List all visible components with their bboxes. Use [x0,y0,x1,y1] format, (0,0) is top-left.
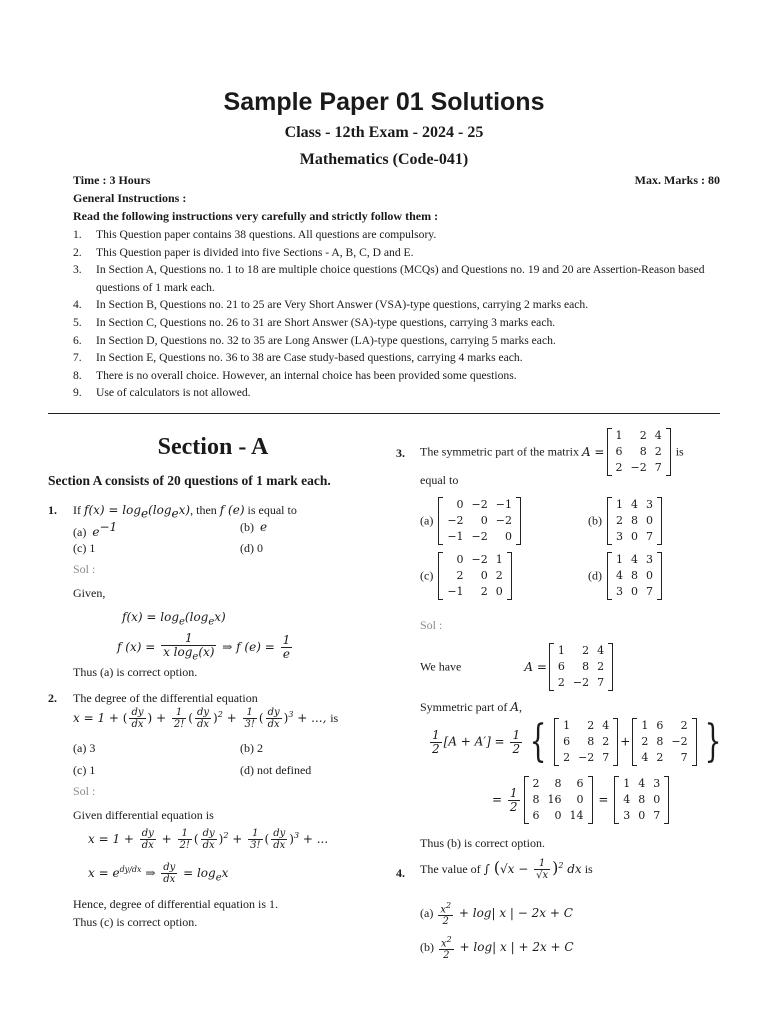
question-number: 3. [396,446,405,460]
q2-equation-1: x = 1 + $\frac{dy}{dx}$ + $\frac{1}{2!}$ ( $\frac{dy}{dx}$ )$^2$ + $\frac{1}{3!}$ ( $\frac{dy}{dx}$ )$^3$ + ... [88,828,329,851]
q1-sol-label: Sol : [73,562,96,576]
q1-given: Given, [73,586,106,600]
read-instructions-line: Read the following instructions very carefully and strictly follow them : [73,209,439,223]
instruction-item: 4. In Section B, Questions no. 21 to 25 are Very Short Answer (VSA)-type questions, carrying 2 marks each. [73,298,589,312]
instruction-item: 9. Use of calculators is not allowed. [73,386,251,400]
instruction-item: 2. This Question paper is divided into five Sections - A, B, C, D and E. [73,245,414,259]
q2-option-b: (b) 2 [240,741,263,755]
max-marks-label: Max. Marks : 80 [634,173,720,187]
instruction-item: 6. In Section D, Questions no. 32 to 35 are Long Answer (LA)-type questions, carrying 5 marks each. [73,333,556,347]
instruction-item: 5. In Section C, Questions no. 26 to 31 are Short Answer (SA)-type questions, carrying 3 marks each. [73,315,556,329]
page-title: Sample Paper 01 Solutions [223,88,545,116]
class-line: Class - 12th Exam - 2024 - 25 [284,124,484,141]
q4-option-b: (b) $\frac{x^2}{2}$ + log| x | + 2x + C [420,935,574,962]
q2-conclusion: Thus (c) is correct option. [73,915,198,929]
general-instructions-heading: General Instructions : [73,191,187,205]
meta-row [73,173,720,188]
time-label: Time : 3 Hours [73,173,151,187]
q4-stem: The value of ∫ (√x − $\frac{1}{√x}$ )$^2$ dx is [420,858,593,881]
q3-option-d: (d) 1 4 3 4 8 0 3 0 7 [588,552,664,600]
q2-option-c: (c) 1 [73,763,96,777]
subject-line: Mathematics (Code-041) [299,151,469,168]
q3-option-a: (a) 0 −2 −1 −2 0 −2 −1 −2 0 [420,497,523,545]
question-number: 4. [396,866,405,880]
q1-option-c: (c) 1 [73,541,96,555]
instruction-item: 7. In Section E, Questions no. 36 to 38 are Case study-based questions, carrying 4 marks each. [73,351,523,365]
q1-option-d: (d) 0 [240,541,263,555]
q3-we-have: We have A = 1 2 4 6 8 2 2 −2 7 [420,643,615,691]
q1-option-a: (a) $e^{-1}$ [73,520,118,539]
question-number: 2. [48,691,57,705]
q3-stem: The symmetric part of the matrix A = 1 2 4 6 8 2 2 −2 7 is [420,429,684,474]
q1-equation-2: f (x) = $\frac{1}{x \log_e(x)}$ ⇒ f (e) = $\frac{1}{e}$ [117,631,291,663]
q3-sol-label: Sol : [420,618,443,632]
q3-option-b: (b) 1 4 3 2 8 0 3 0 7 [588,497,664,545]
q2-sol-label: Sol : [73,784,96,798]
section-subtitle: Section A consists of 20 questions of 1 mark each. [48,473,331,488]
q2-hence: Hence, degree of differential equation is 1. [73,897,279,911]
q4-option-a: (a) $\frac{x^2}{2}$ + log| x | − 2x + C [420,901,573,928]
q1-stem: If $f(x) = \log_e(\log_ex)$, then f (e) is equal to [73,503,297,521]
q3-equation-1: $\frac{1}{2}$ [A + A′] = $\frac{1}{2}$ { 1 2 4 6 8 2 2 −2 7 + 1 6 2 2 8 −2 4 2 7 } [432,716,721,767]
q3-symmetric-part: Symmetric part of A, [420,700,522,714]
q3-conclusion: Thus (b) is correct option. [420,836,545,850]
q3-equation-2: = $\frac{1}{2}$ 2 8 6 8 16 0 6 0 14 = 1 4 3 4 8 0 3 0 7 [492,776,671,824]
matrix-a: 1 2 4 6 8 2 2 −2 7 [607,428,671,476]
q2-option-a: (a) 3 [73,741,96,755]
q2-given: Given differential equation is [73,808,214,822]
q2-stem: The degree of the differential equation [73,691,258,705]
instruction-item: 1. This Question paper contains 38 questions. All questions are compulsory. [73,228,437,241]
q3-stem-2: equal to [420,473,459,487]
q1-equation-1: $f(x) = \log_e(\log_ex)$ [122,610,226,628]
q3-option-c: (c) 0 −2 1 2 0 2 −1 2 0 [420,552,514,600]
q2-equation: x = 1 + ( $\frac{dy}{dx}$ ) + $\frac{1}{2!}$ ( $\frac{dy}{dx}$ )$^2$ + $\frac{1}{3!}$ ( $\frac{dy}{dx}$ )$^3$ + ..., is [73,707,339,730]
q2-option-d: (d) not defined [240,763,312,777]
q1-conclusion: Thus (a) is correct option. [73,665,198,679]
instruction-list [73,226,723,402]
instruction-item: 3. In Section A, Questions no. 1 to 18 are multiple choice questions (MCQs) and Questions no. 19 and 20 are Assertion-Reason based questions of 1 mark each. [73,263,705,294]
section-title: Section - A [157,434,269,460]
q1-option-b: (b) e [240,520,268,534]
instruction-item: 8. There is no overall choice. However, an internal choice has been provided some questions. [73,368,517,382]
section-divider [48,413,720,414]
question-number: 1. [48,503,57,517]
q2-equation-2: $x = e^{dy/dx}$ ⇒ $\frac{dy}{dx}$ = $\log_ex$ [88,862,229,885]
